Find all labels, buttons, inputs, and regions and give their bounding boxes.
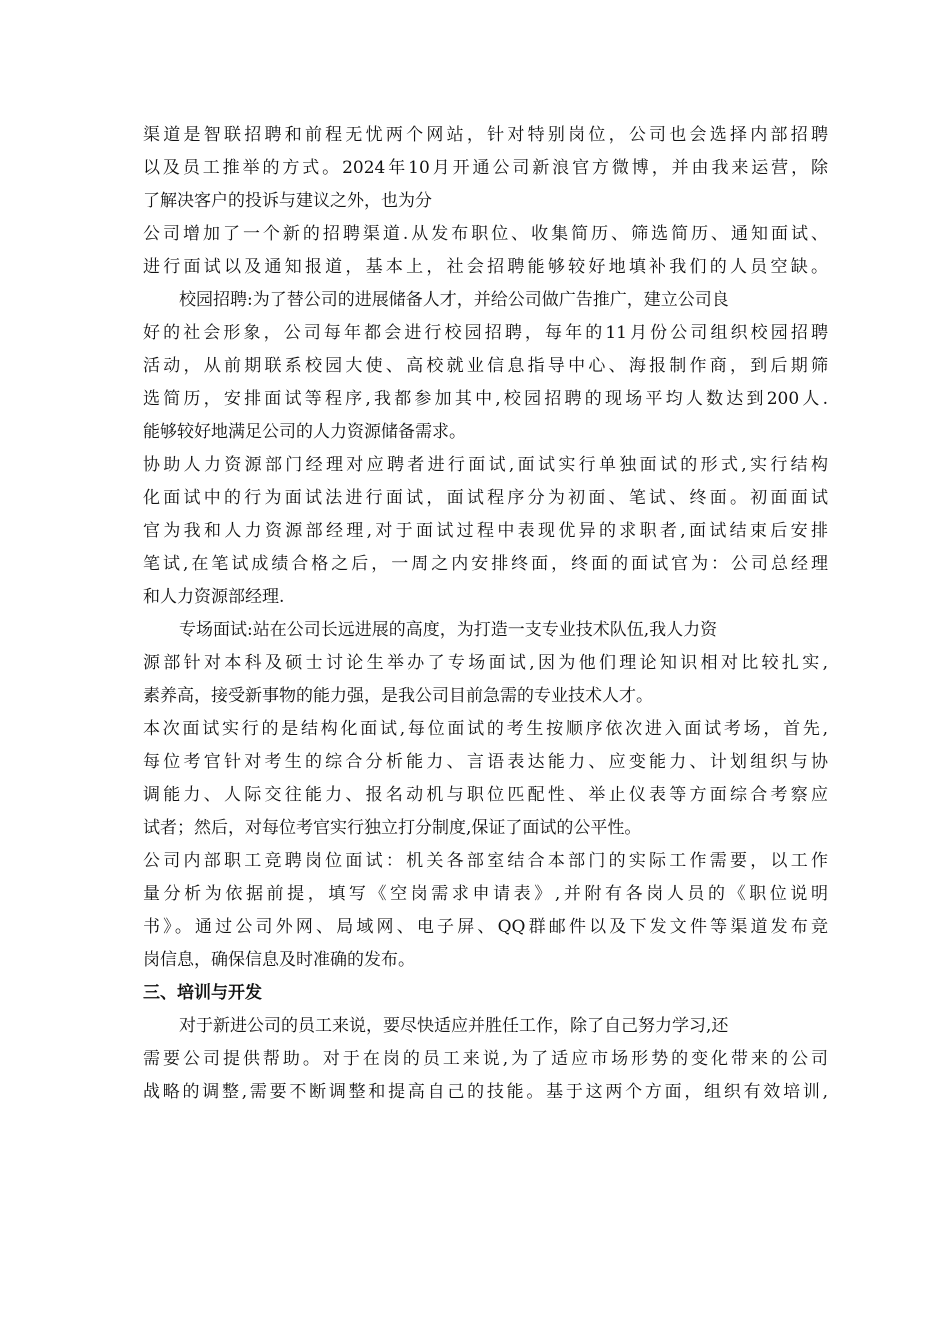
text-line: 战略的调整,需要不断调整和提高自己的技能。基于这两个方面，组织有效培训,	[143, 1082, 828, 1102]
text-line: 源部针对本科及硕士讨论生举办了专场面试,因为他们理论知识相对比较扎实,	[143, 653, 828, 673]
text-line: 试者；然后，对每位考官实行独立打分制度,保证了面试的公平性。	[143, 818, 642, 838]
text-line: 化面试中的行为面试法进行面试，面试程序分为初面、笔试、终面。初面面试	[143, 488, 828, 508]
text-line: 专场面试:站在公司长远进展的高度，为打造一支专业技术队伍,我人力资	[179, 620, 718, 640]
text-line: 了解决客户的投诉与建议之外，也为分	[143, 191, 432, 211]
text-line: 以及员工推举的方式。2024年10月开通公司新浪官方微博，并由我来运营，除	[143, 158, 828, 178]
text-line: 选简历，安排面试等程序,我都参加其中,校园招聘的现场平均人数达到200人.	[143, 389, 828, 409]
text-line: 校园招聘:为了替公司的进展储备人才，并给公司做广告推广，建立公司良	[179, 290, 729, 310]
text-line: 调能力、人际交往能力、报名动机与职位匹配性、举止仪表等方面综合考察应	[143, 785, 828, 805]
text-line: 需要公司提供帮助。对于在岗的员工来说,为了适应市场形势的变化带来的公司	[143, 1049, 828, 1069]
text-line: 量分析为依据前提，填写《空岗需求申请表》,并附有各岗人员的《职位说明	[143, 884, 828, 904]
text-line: 官为我和人力资源部经理,对于面试过程中表现优异的求职者,面试结束后安排	[143, 521, 828, 541]
text-line: 书》。通过公司外网、局域网、电子屏、QQ群邮件以及下发文件等渠道发布竞	[143, 917, 828, 937]
text-line: 笔试,在笔试成绩合格之后，一周之内安排终面，终面的面试官为：公司总经理	[143, 554, 828, 574]
document-page	[143, 119, 828, 1109]
text-line: 进行面试以及通知报道，基本上，社会招聘能够较好地填补我们的人员空缺。	[143, 257, 828, 277]
text-line: 素养高，接受新事物的能力强，是我公司目前急需的专业技术人才。	[143, 686, 653, 706]
text-line: 协助人力资源部门经理对应聘者进行面试,面试实行单独面试的形式,实行结构	[143, 455, 828, 475]
section-heading: 三、培训与开发	[143, 983, 262, 1003]
text-line: 本次面试实行的是结构化面试,每位面试的考生按顺序依次进入面试考场，首先,	[143, 719, 828, 739]
text-line: 公司增加了一个新的招聘渠道.从发布职位、收集简历、筛选简历、通知面试、	[143, 224, 828, 244]
text-line: 能够较好地满足公司的人力资源储备需求。	[143, 422, 466, 442]
text-line: 岗信息，确保信息及时准确的发布。	[143, 950, 415, 970]
text-line: 对于新进公司的员工来说，要尽快适应并胜任工作，除了自己努力学习,还	[179, 1016, 729, 1036]
text-line: 渠道是智联招聘和前程无忧两个网站，针对特别岗位，公司也会选择内部招聘	[143, 125, 828, 145]
text-line: 好的社会形象，公司每年都会进行校园招聘，每年的11月份公司组织校园招聘	[143, 323, 828, 343]
text-line: 每位考官针对考生的综合分析能力、言语表达能力、应变能力、计划组织与协	[143, 752, 828, 772]
text-line: 公司内部职工竞聘岗位面试：机关各部室结合本部门的实际工作需要，以工作	[143, 851, 828, 871]
text-line: 和人力资源部经理.	[143, 587, 285, 607]
text-line: 活动，从前期联系校园大使、高校就业信息指导中心、海报制作商，到后期筛	[143, 356, 828, 376]
